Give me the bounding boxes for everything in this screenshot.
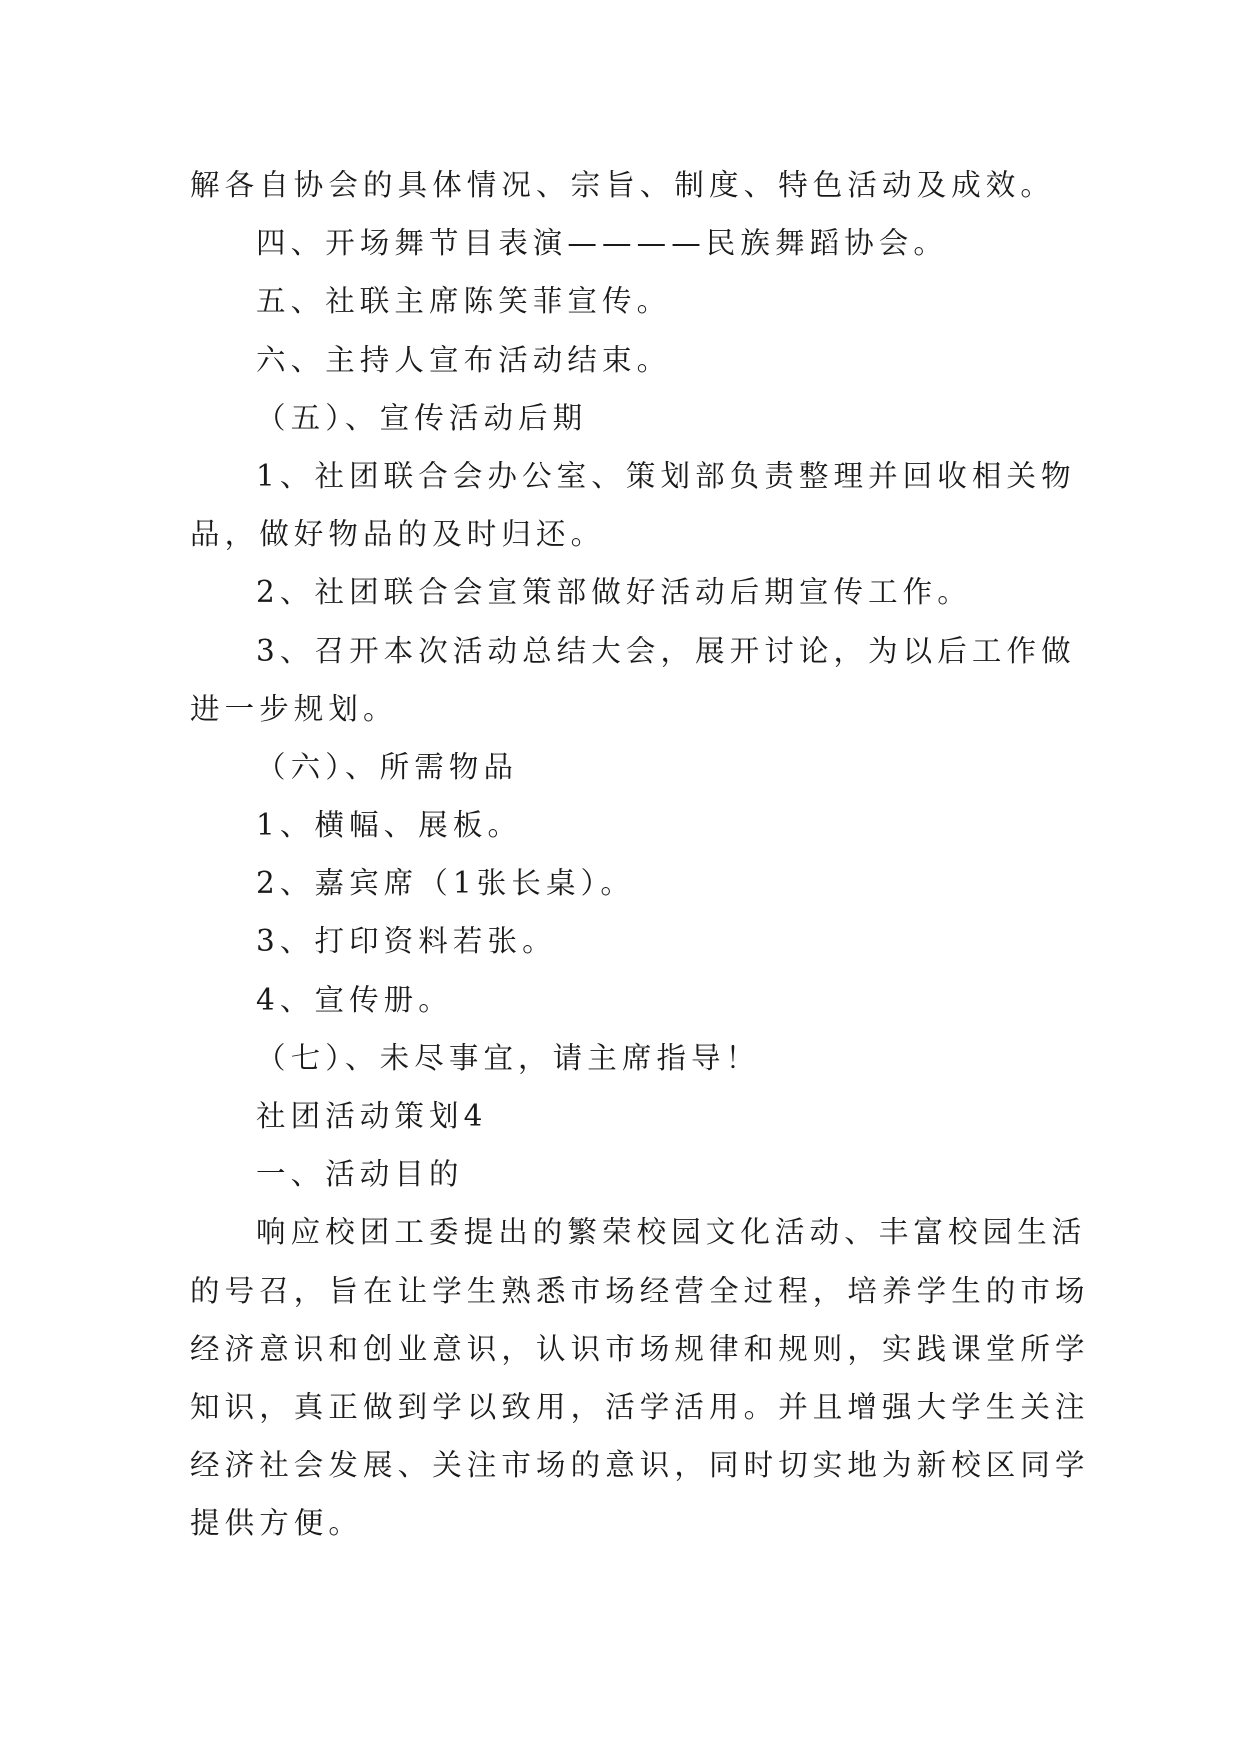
text-line: 知识，真正做到学以致用，活学活用。并且增强大学生关注 bbox=[190, 1389, 1090, 1424]
text-line: 经济意识和创业意识，认识市场规律和规则，实践课堂所学 bbox=[190, 1331, 1090, 1366]
section-heading: （五）、宣传活动后期 bbox=[256, 400, 588, 435]
list-item: 1、横幅、展板。 bbox=[256, 808, 523, 843]
text-line: 经济社会发展、关注市场的意识，同时切实地为新校区同学 bbox=[190, 1448, 1090, 1483]
text-line: 响应校团工委提出的繁荣校园文化活动、丰富校园生活 bbox=[256, 1215, 1087, 1250]
text-line: 1、社团联合会办公室、策划部负责整理并回收相关物 bbox=[256, 458, 1076, 493]
document-title: 社团活动策划4 bbox=[256, 1099, 488, 1133]
text-line: 进一步规划。 bbox=[190, 691, 398, 726]
text-line: 品，做好物品的及时归还。 bbox=[190, 517, 606, 552]
list-item: 4、宣传册。 bbox=[256, 982, 453, 1017]
text-line: 五、社联主席陈笑菲宣传。 bbox=[256, 284, 672, 319]
text-line: 2、社团联合会宣策部做好活动后期宣传工作。 bbox=[256, 575, 972, 610]
text-line: 六、主持人宣布活动结束。 bbox=[256, 342, 672, 377]
section-heading: 一、活动目的 bbox=[256, 1157, 464, 1192]
section-heading: （六）、所需物品 bbox=[256, 749, 519, 784]
text-line: 解各自协会的具体情况、宗旨、制度、特色活动及成效。 bbox=[190, 168, 1056, 202]
document-body bbox=[190, 156, 1090, 1553]
section-heading: （七）、未尽事宜，请主席指导！ bbox=[256, 1040, 761, 1075]
text-line: 四、开场舞节目表演————民族舞蹈协会。 bbox=[256, 226, 949, 261]
list-item: 3、打印资料若张。 bbox=[256, 924, 557, 959]
list-item: 2、嘉宾席（1张长桌）。 bbox=[256, 866, 635, 901]
text-line: 的号召，旨在让学生熟悉市场经营全过程，培养学生的市场 bbox=[190, 1273, 1090, 1308]
text-line: 提供方便。 bbox=[190, 1506, 364, 1541]
text-line: 3、召开本次活动总结大会，展开讨论，为以后工作做 bbox=[256, 633, 1076, 668]
